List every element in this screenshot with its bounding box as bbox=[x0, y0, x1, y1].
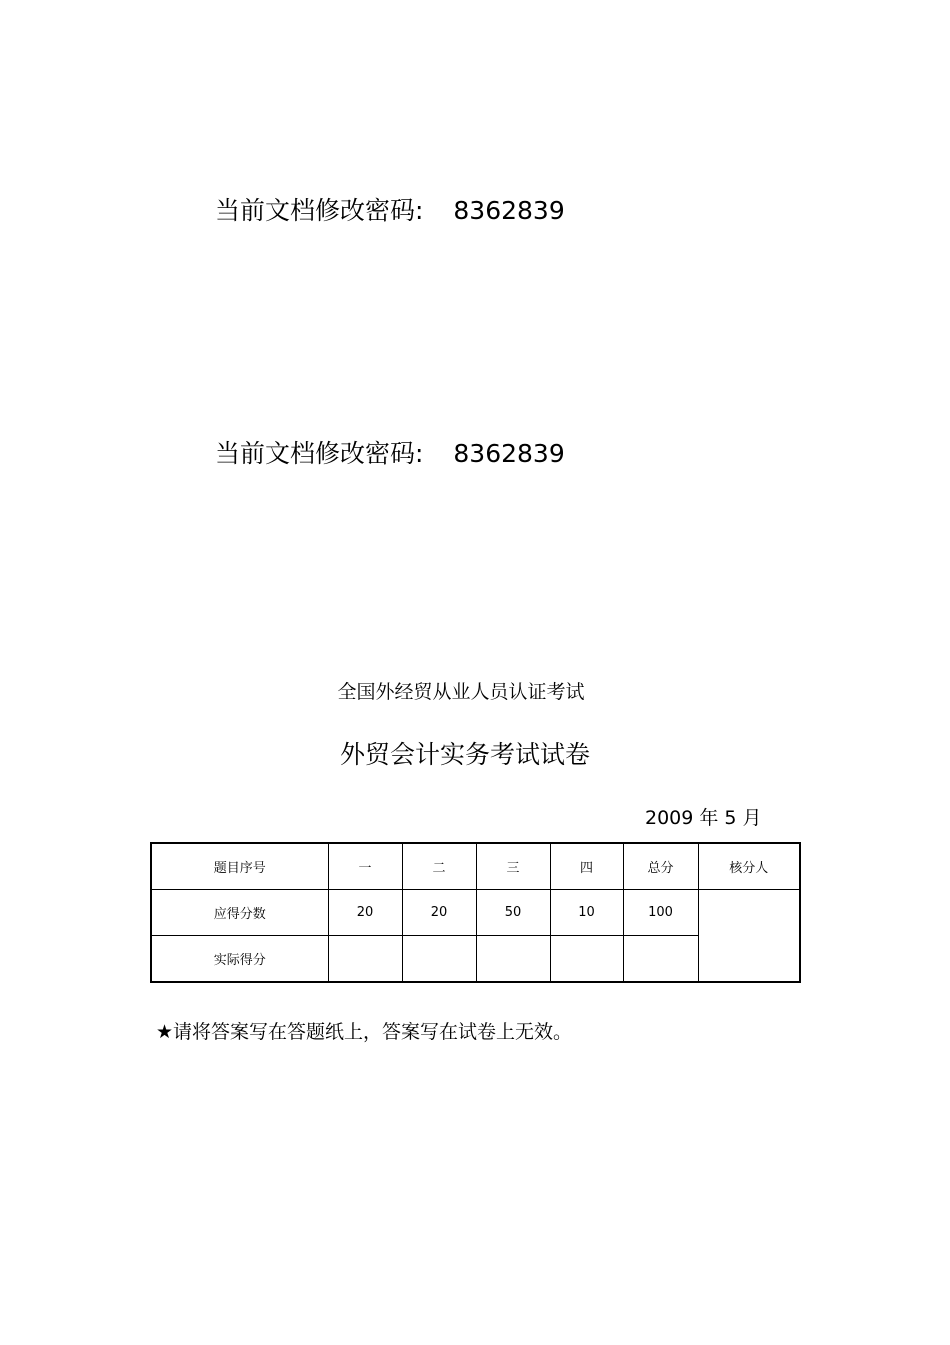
password-notice-repeat bbox=[215, 439, 565, 469]
score-cell bbox=[550, 936, 623, 983]
header-cell: 核分人 bbox=[698, 843, 800, 890]
password-label: 当前文档修改密码: bbox=[215, 196, 424, 225]
header-cell: 二 bbox=[402, 843, 476, 890]
score-cell: 20 bbox=[328, 890, 402, 936]
score-cell: 20 bbox=[402, 890, 476, 936]
reviewer-cell bbox=[698, 890, 800, 983]
password-notice bbox=[215, 196, 565, 226]
header-cell: 三 bbox=[476, 843, 550, 890]
exam-date: 2009 年 5 月 bbox=[645, 807, 762, 829]
exam-organization: 全国外经贸从业人员认证考试 bbox=[337, 681, 585, 703]
score-table bbox=[150, 842, 801, 983]
password-value: 8362839 bbox=[453, 196, 565, 225]
header-cell: 题目序号 bbox=[151, 843, 328, 890]
password-label: 当前文档修改密码: bbox=[215, 439, 424, 468]
password-value: 8362839 bbox=[453, 439, 565, 468]
table-row bbox=[151, 890, 800, 936]
score-cell bbox=[476, 936, 550, 983]
table-header-row bbox=[151, 843, 800, 890]
header-cell: 四 bbox=[550, 843, 623, 890]
answer-notice: ★请将答案写在答题纸上，答案写在试卷上无效。 bbox=[156, 1021, 573, 1043]
row-label: 应得分数 bbox=[151, 890, 328, 936]
score-cell: 10 bbox=[550, 890, 623, 936]
score-cell bbox=[328, 936, 402, 983]
score-cell: 50 bbox=[476, 890, 550, 936]
header-cell: 总分 bbox=[623, 843, 698, 890]
score-cell: 100 bbox=[623, 890, 698, 936]
header-cell: 一 bbox=[328, 843, 402, 890]
score-cell bbox=[402, 936, 476, 983]
exam-title: 外贸会计实务考试试卷 bbox=[339, 740, 590, 769]
row-label: 实际得分 bbox=[151, 936, 328, 983]
score-cell bbox=[623, 936, 698, 983]
